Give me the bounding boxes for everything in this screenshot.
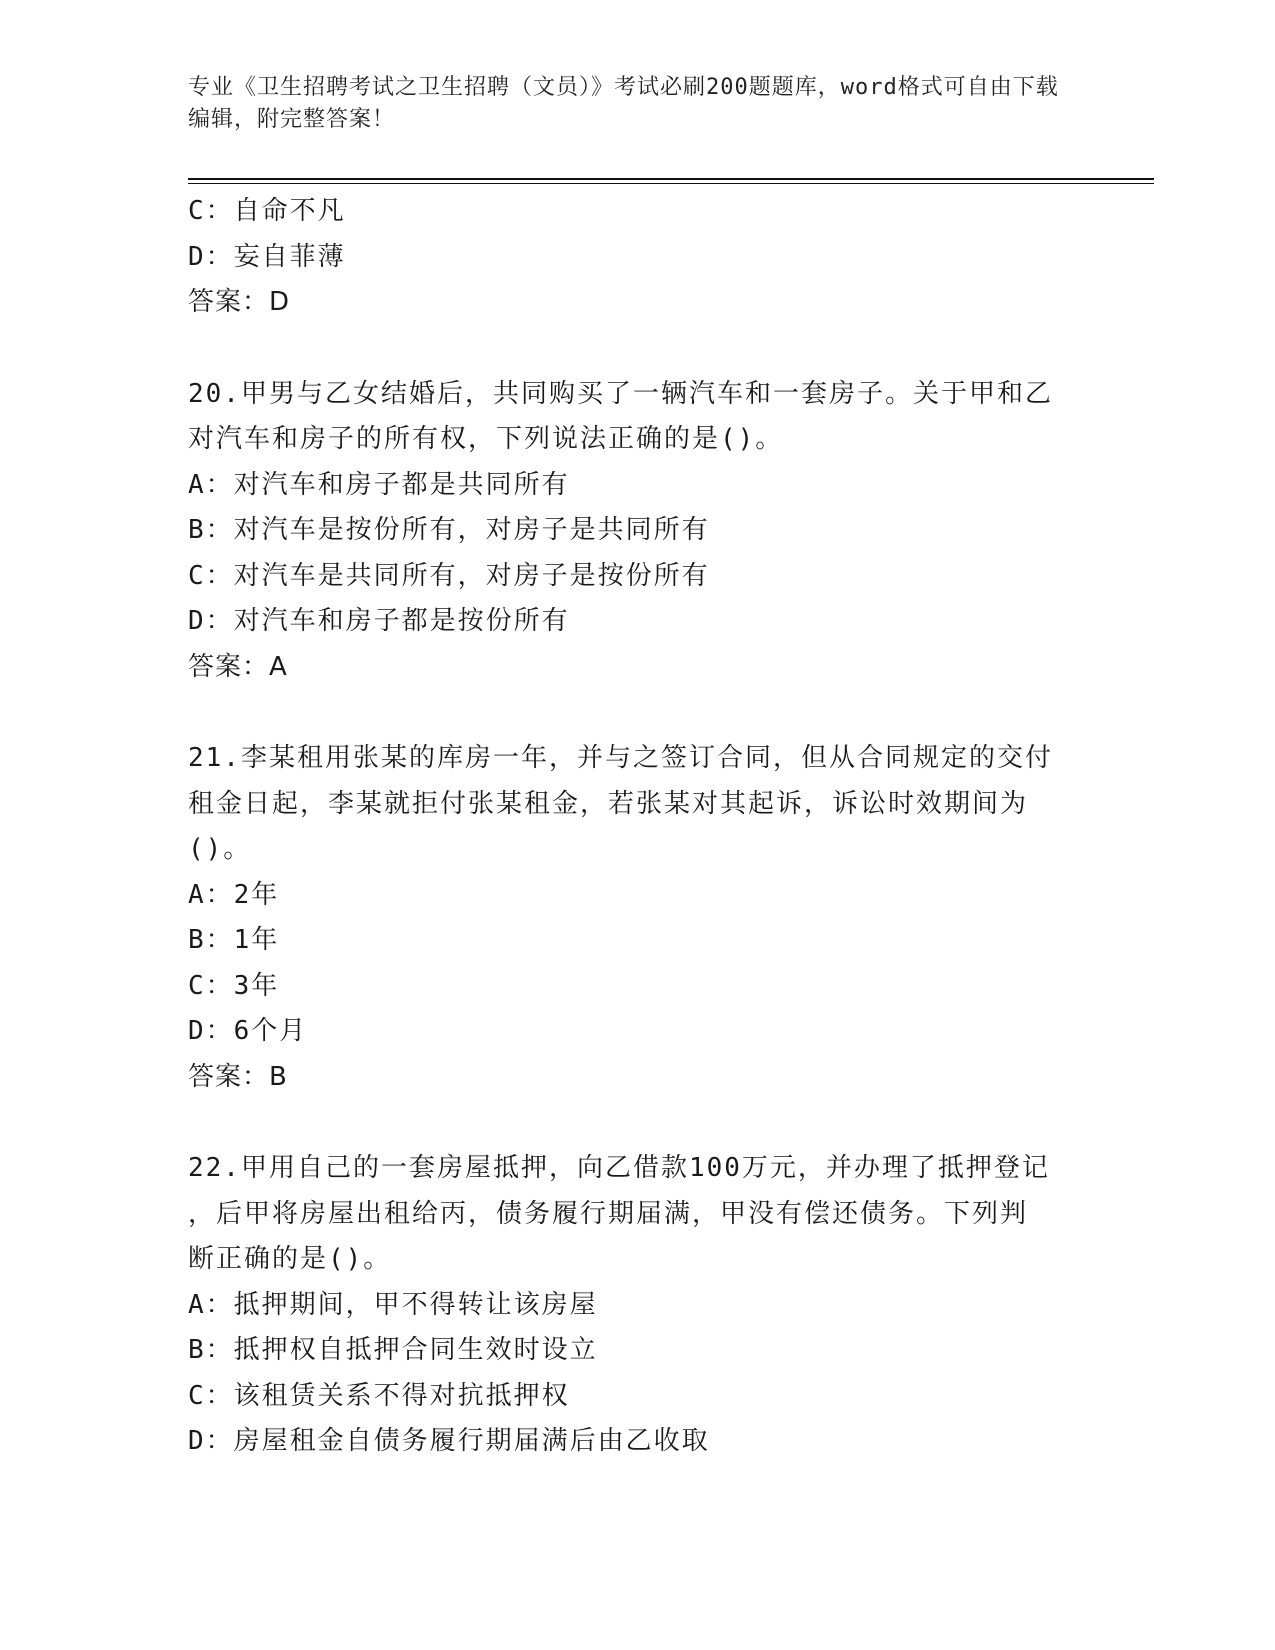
answer: 答案：D <box>188 287 291 317</box>
option-d: D：6个月 <box>188 1016 308 1046</box>
option-b: B：对汽车是按份所有，对房子是共同所有 <box>188 515 710 545</box>
option-d: D：房屋租金自债务履行期届满后由乙收取 <box>188 1426 710 1456</box>
question-stem: 20.甲男与乙女结婚后，共同购买了一辆汽车和一套房子。关于甲和乙 <box>188 378 1053 409</box>
option-c: C：对汽车是共同所有，对房子是按份所有 <box>188 560 710 591</box>
question-stem: 断正确的是()。 <box>188 1244 392 1274</box>
question-stem: 22.甲用自己的一套房屋抵押，向乙借款100万元，并办理了抵押登记 <box>188 1153 1050 1183</box>
option-a: A：2年 <box>188 879 280 910</box>
answer: 答案：A <box>188 651 288 682</box>
question-stem: 租金日起，李某就拒付张某租金，若张某对其起诉，诉讼时效期间为 <box>188 788 1029 819</box>
option-a: A：对汽车和房子都是共同所有 <box>188 469 570 500</box>
header-divider-thin <box>188 183 1154 184</box>
question-21 <box>188 736 1088 1100</box>
option-c: C：3年 <box>188 970 280 1001</box>
question-stem: 对汽车和房子的所有权，下列说法正确的是()。 <box>188 424 784 454</box>
question-stem: ()。 <box>188 834 252 864</box>
option-c: C：自命不凡 <box>188 196 346 226</box>
question-stem: ，后甲将房屋出租给丙，债务履行期届满，甲没有偿还债务。下列判 <box>188 1198 1029 1229</box>
question-stem: 21.李某租用张某的库房一年，并与之签订合同，但从合同规定的交付 <box>188 743 1053 773</box>
option-a: A：抵押期间，甲不得转让该房屋 <box>188 1289 598 1320</box>
option-c: C：该租赁关系不得对抗抵押权 <box>188 1380 570 1411</box>
option-b: B：抵押权自抵押合同生效时设立 <box>188 1335 598 1365</box>
document-header: 专业《卫生招聘考试之卫生招聘（文员）》考试必刷200题题库，word格式可自由下载编辑，附完整答案！ <box>188 75 1059 132</box>
question-list <box>188 189 1088 1465</box>
header-divider <box>188 178 1154 180</box>
question-19-tail <box>188 189 1088 326</box>
option-d: D：对汽车和房子都是按份所有 <box>188 606 570 636</box>
option-b: B：1年 <box>188 925 280 955</box>
option-d: D：妄自菲薄 <box>188 241 346 272</box>
question-20 <box>188 372 1088 691</box>
answer: 答案：B <box>188 1061 288 1092</box>
question-22 <box>188 1146 1088 1465</box>
